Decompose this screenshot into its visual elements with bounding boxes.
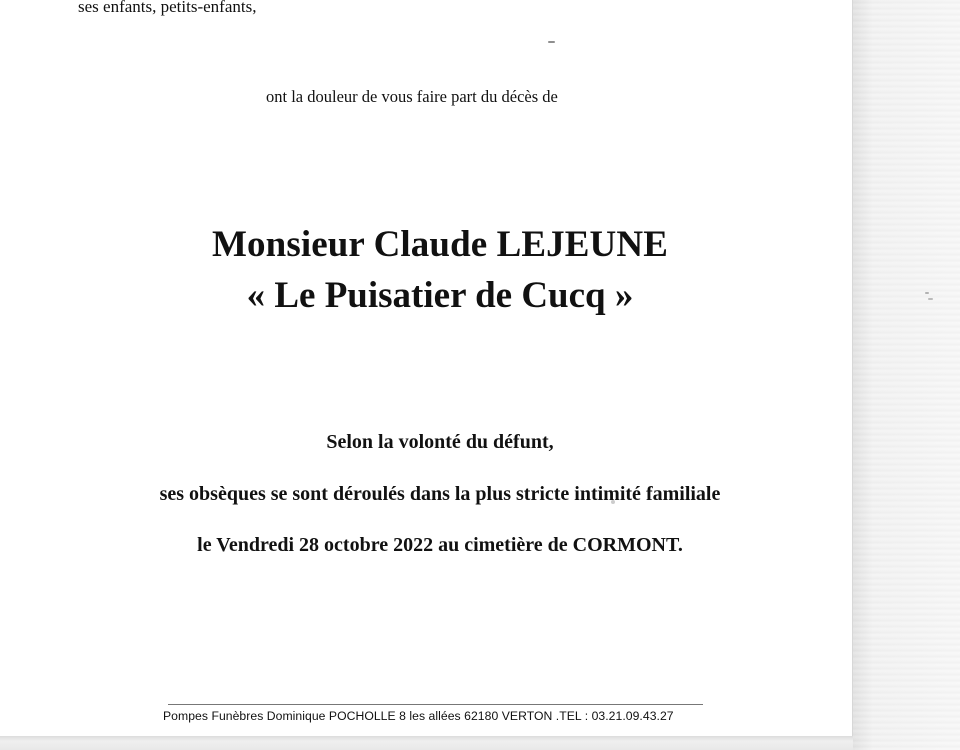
funeral-privacy-notice: ses obsèques se sont déroulés dans la plus stricte intimité familiale: [159, 483, 721, 505]
scan-margin-texture: [853, 0, 960, 750]
scan-speck: [928, 298, 933, 300]
deceased-wish: Selon la volonté du défunt,: [326, 431, 554, 453]
footer-divider: [168, 704, 703, 705]
scan-speck: [548, 41, 555, 43]
deceased-nickname: « Le Puisatier de Cucq »: [246, 275, 634, 316]
page-bottom-edge: [0, 736, 853, 750]
death-announcement: ont la douleur de vous faire part du décès de: [266, 87, 558, 106]
scan-speck: [925, 292, 929, 294]
deceased-name: Monsieur Claude LEJEUNE: [212, 224, 668, 265]
family-line: ses enfants, petits-enfants,: [78, 0, 257, 16]
funeral-home-footer: Pompes Funèbres Dominique POCHOLLE 8 les allées 62180 VERTON .TEL : 03.21.09.43.27: [163, 709, 674, 723]
scan-speck: [611, 500, 615, 504]
funeral-date-location: le Vendredi 28 octobre 2022 au cimetière de CORMONT.: [197, 534, 683, 556]
